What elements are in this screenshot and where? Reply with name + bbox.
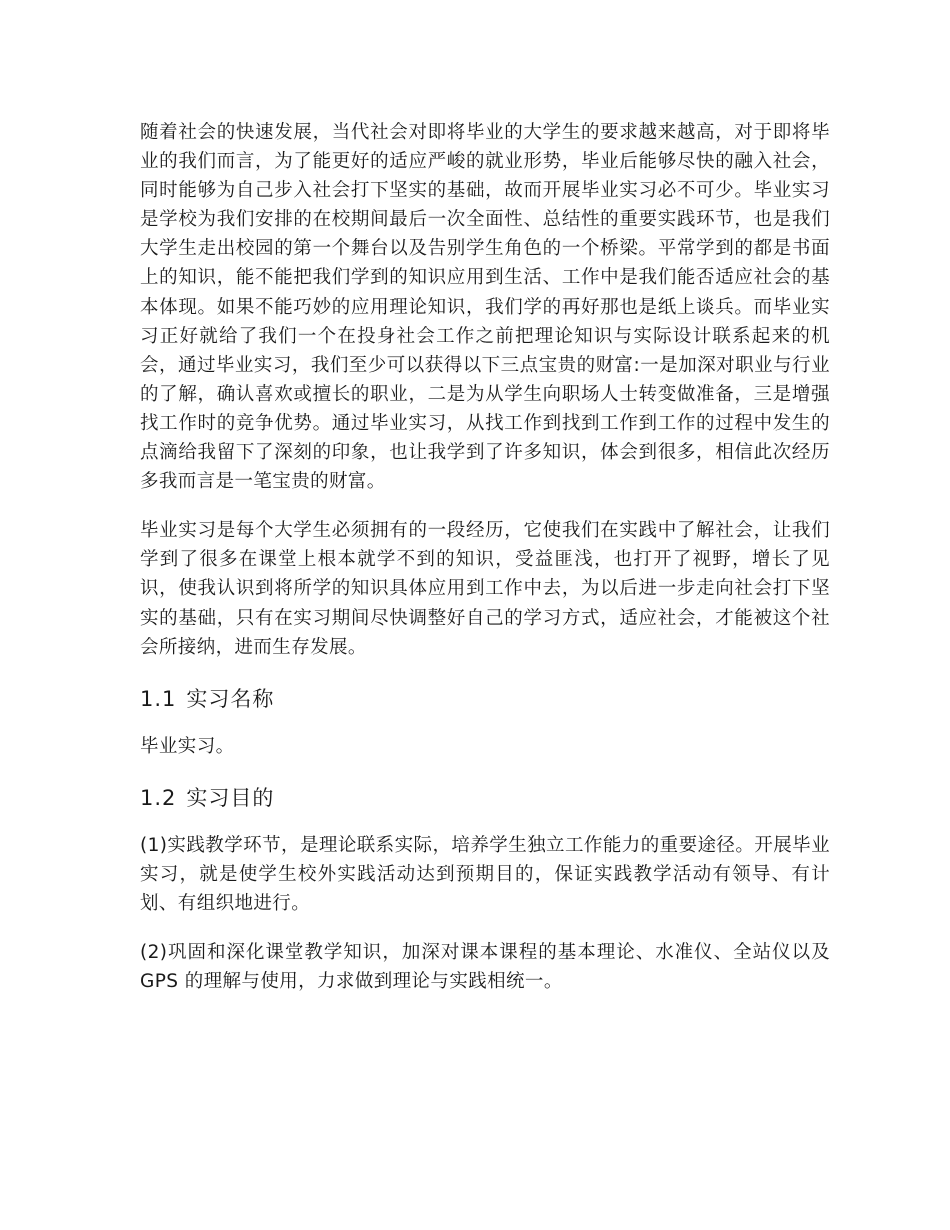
- objective-item-1: (1)实践教学环节，是理论联系实际，培养学生独立工作能力的重要途径。开展毕业实习，就是使学生校外实践活动达到预期目的，保证实践教学活动有领导、有计划、有组织地进行。: [140, 834, 830, 914]
- section-1-1-body: 毕业实习。: [140, 735, 235, 757]
- document-body: [140, 118, 830, 996]
- section-number: 1.2: [140, 785, 177, 810]
- objective-item-2: (2)巩固和深化课堂教学知识，加深对课本课程的基本理论、水准仪、全站仪以及 GPS 的理解与使用，力求做到理论与实践相统一。: [140, 941, 830, 993]
- section-title: 实习目的: [186, 785, 275, 810]
- section-heading-1-2: [140, 783, 830, 813]
- intro-paragraph-1: 随着社会的快速发展，当代社会对即将毕业的大学生的要求越来越高，对于即将毕业的我们而言，为了能更好的适应严峻的就业形势，毕业后能够尽快的融入社会，同时能够为自己步入社会打下坚实的基础，故而开展毕业实习必不可少。毕业实习是学校为我们安排的在校期间最后一次全面性、总结性的重要实践环节，也是我们大学生走出校园的第一个舞台以及告别学生角色的一个桥梁。平常学到的都是书面上的知识，能不能把我们学到的知识应用到生活、工作中是我们能否适应社会的基本体现。如果不能巧妙的应用理论知识，我们学的再好那也是纸上谈兵。而毕业实习正好就给了我们一个在投身社会工作之前把理论知识与实际设计联系起来的机会，通过毕业实习，我们至少可以获得以下三点宝贵的财富:一是加深对职业与行业的了解，确认喜欢或擅长的职业，二是为从学生向职场人士转变做准备，三是增强找工作时的竞争优势。通过毕业实习，从找工作到找到工作到工作的过程中发生的点滴给我留下了深刻的印象，也让我学到了许多知识，体会到很多，相信此次经历多我而言是一笔宝贵的财富。: [140, 122, 830, 493]
- section-number: 1.1: [140, 686, 177, 711]
- intro-paragraph-2: 毕业实习是每个大学生必须拥有的一段经历，它使我们在实践中了解社会，让我们学到了很多在课堂上根本就学不到的知识，受益匪浅，也打开了视野，增长了见识，使我认识到将所学的知识具体应用到工作中去，为以后进一步走向社会打下坚实的基础，只有在实习期间尽快调整好自己的学习方式，适应社会，才能被这个社会所接纳，进而生存发展。: [140, 520, 830, 658]
- section-title: 实习名称: [186, 686, 275, 711]
- section-heading-1-1: [140, 684, 830, 714]
